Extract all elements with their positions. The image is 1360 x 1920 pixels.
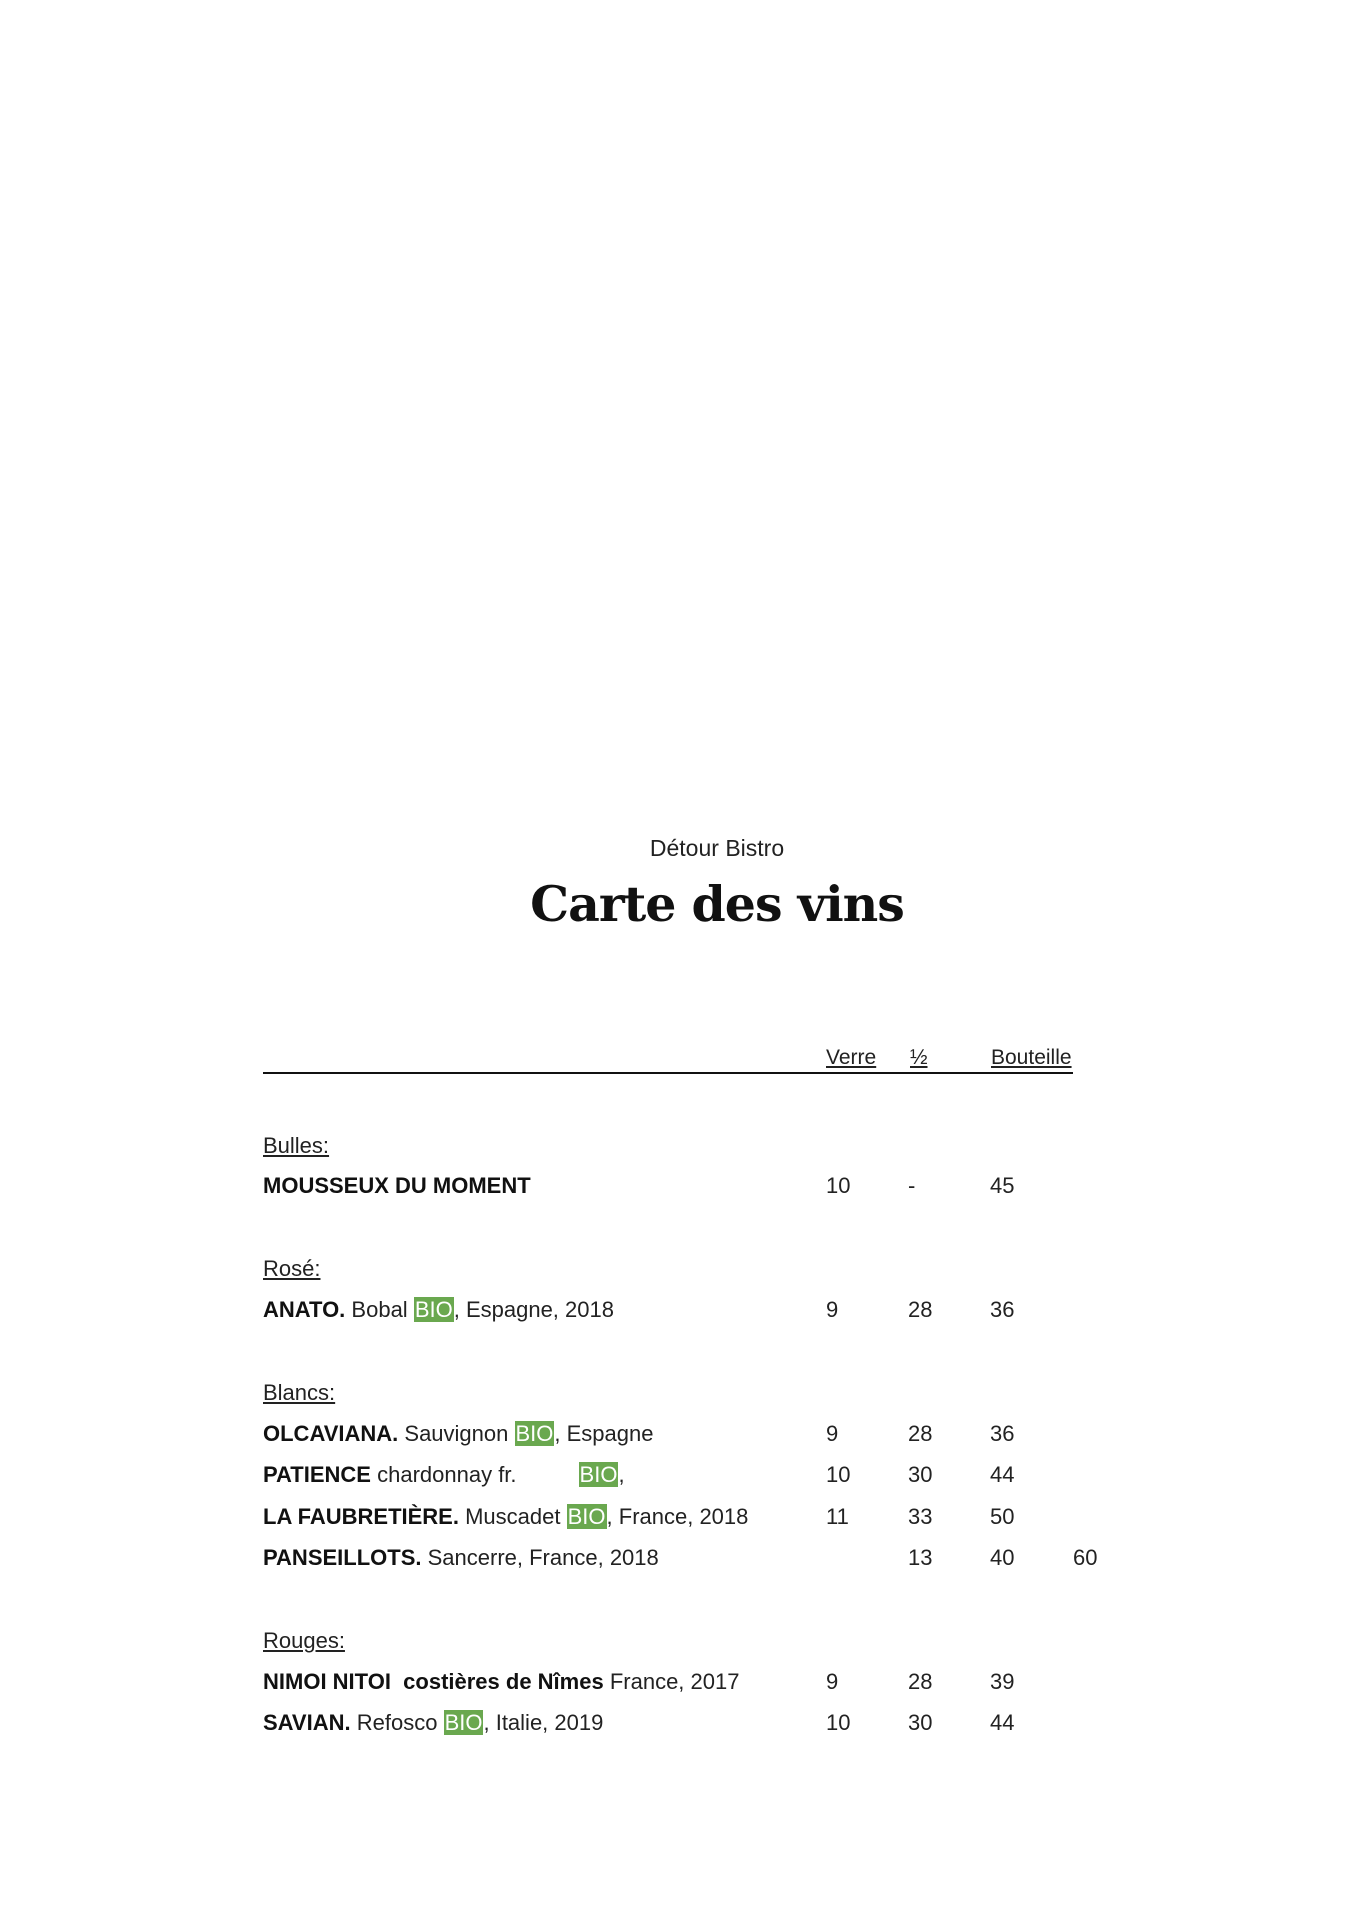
wine-origin: , France, 2018 bbox=[606, 1504, 749, 1529]
price-verre: 9 bbox=[826, 1421, 839, 1446]
wine-row-savian bbox=[0, 1710, 1360, 1744]
wine-desc bbox=[263, 1669, 739, 1695]
wine-desc bbox=[263, 1545, 659, 1571]
price-bouteille: 44 bbox=[990, 1710, 1015, 1735]
wine-origin: , Italie, 2019 bbox=[483, 1710, 604, 1735]
price-bouteille: 45 bbox=[990, 1173, 1015, 1198]
section-rose: Rosé: bbox=[263, 1256, 321, 1281]
wine-name: NIMOI NITOI costières de Nîmes bbox=[263, 1669, 604, 1694]
wine-row-patience bbox=[0, 1462, 1360, 1496]
wine-grape: chardonnay fr. bbox=[377, 1462, 517, 1487]
price-verre: 9 bbox=[826, 1669, 839, 1694]
wine-name: ANATO. bbox=[263, 1297, 346, 1322]
wine-origin: , bbox=[618, 1462, 625, 1487]
price-half: 28 bbox=[908, 1669, 933, 1694]
wine-name: OLCAVIANA. bbox=[263, 1421, 399, 1446]
price-half: - bbox=[908, 1173, 916, 1198]
price-verre: 11 bbox=[826, 1504, 849, 1529]
wine-desc bbox=[263, 1504, 748, 1530]
bio-badge: BIO bbox=[414, 1297, 453, 1322]
price-half: 33 bbox=[908, 1504, 933, 1529]
wine-name: PANSEILLOTS. bbox=[263, 1545, 422, 1570]
price-bouteille: 50 bbox=[990, 1504, 1015, 1529]
price-half: 40 bbox=[990, 1545, 1015, 1570]
section-bulles: Bulles: bbox=[263, 1133, 330, 1158]
wine-row-panseillots bbox=[0, 1545, 1360, 1579]
price-half: 28 bbox=[908, 1297, 933, 1322]
restaurant-name: Détour Bistro bbox=[649, 835, 785, 861]
wine-name: MOUSSEUX DU MOMENT bbox=[263, 1173, 531, 1198]
wine-grape: Refosco bbox=[356, 1710, 438, 1735]
section-rouges: Rouges: bbox=[263, 1628, 345, 1653]
header-divider bbox=[263, 1072, 1073, 1074]
section-blancs: Blancs: bbox=[263, 1380, 336, 1405]
price-bouteille: 36 bbox=[990, 1297, 1015, 1322]
bio-badge: BIO bbox=[444, 1710, 483, 1735]
col-head-bouteille: Bouteille bbox=[991, 1046, 1072, 1069]
wine-desc bbox=[263, 1462, 625, 1488]
bio-badge: BIO bbox=[515, 1421, 554, 1446]
wine-name: PATIENCE bbox=[263, 1462, 371, 1487]
wine-desc bbox=[263, 1173, 531, 1199]
wine-origin: Sancerre, France, 2018 bbox=[427, 1545, 659, 1570]
price-half: 28 bbox=[908, 1421, 933, 1446]
wine-origin: , Espagne bbox=[554, 1421, 654, 1446]
wine-grape: Sauvignon bbox=[404, 1421, 509, 1446]
wine-desc bbox=[263, 1710, 603, 1736]
price-verre: 10 bbox=[826, 1462, 851, 1487]
price-bouteille: 39 bbox=[990, 1669, 1015, 1694]
wine-desc bbox=[263, 1297, 614, 1323]
wine-row-faubretiere bbox=[0, 1504, 1360, 1538]
wine-row-nimoi-nitoi bbox=[0, 1669, 1360, 1703]
price-verre: 10 bbox=[826, 1173, 851, 1198]
price-half: 30 bbox=[908, 1710, 933, 1735]
wine-origin: , Espagne, 2018 bbox=[453, 1297, 614, 1322]
wine-grape: Muscadet bbox=[465, 1504, 561, 1529]
price-verre: 9 bbox=[826, 1297, 839, 1322]
page-title: Carte des vins bbox=[530, 875, 904, 933]
wine-row-olcaviana bbox=[0, 1421, 1360, 1455]
wine-row-mousseux bbox=[0, 1173, 1360, 1207]
wine-name: SAVIAN. bbox=[263, 1710, 351, 1735]
price-half: 30 bbox=[908, 1462, 933, 1487]
col-head-verre: Verre bbox=[826, 1046, 877, 1069]
price-bouteille: 60 bbox=[1073, 1545, 1098, 1570]
bio-badge: BIO bbox=[579, 1462, 618, 1487]
wine-origin: France, 2017 bbox=[609, 1669, 740, 1694]
col-head-half: ½ bbox=[910, 1046, 928, 1069]
bio-badge: BIO bbox=[567, 1504, 606, 1529]
wine-desc bbox=[263, 1421, 653, 1447]
wine-grape: Bobal bbox=[351, 1297, 408, 1322]
price-bouteille: 36 bbox=[990, 1421, 1015, 1446]
wine-name: LA FAUBRETIÈRE. bbox=[263, 1504, 459, 1529]
price-verre: 10 bbox=[826, 1710, 851, 1735]
price-bouteille: 44 bbox=[990, 1462, 1015, 1487]
wine-row-anato bbox=[0, 1297, 1360, 1331]
price-verre: 13 bbox=[908, 1545, 933, 1570]
